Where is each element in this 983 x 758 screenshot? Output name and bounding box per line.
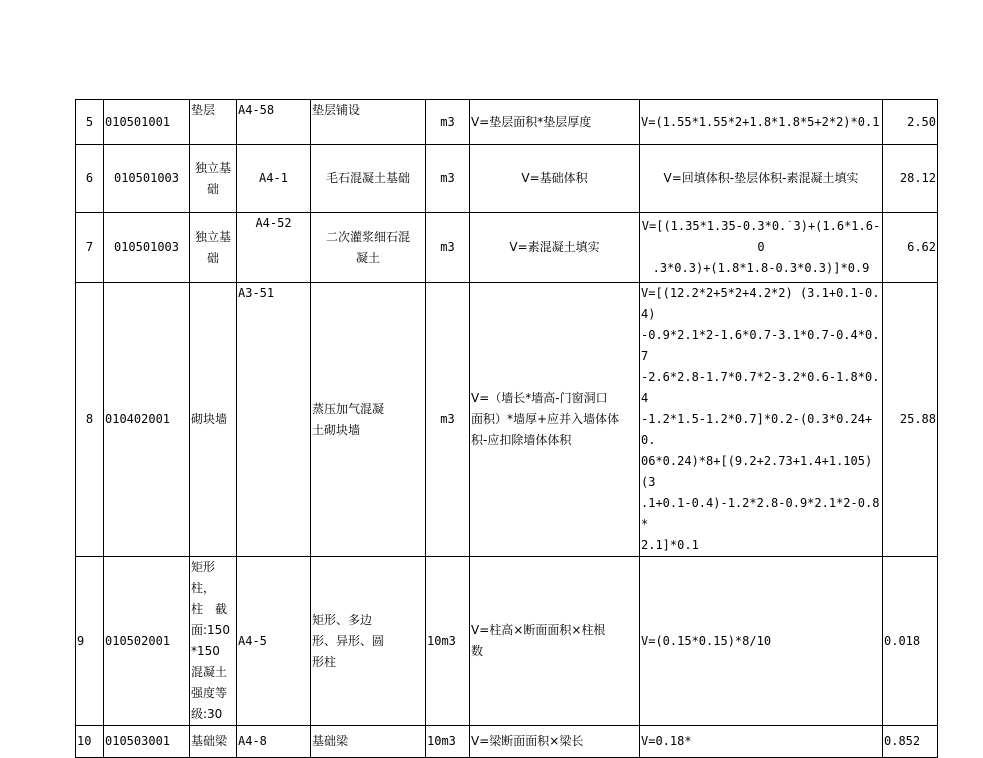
item-name: 砌块墙 xyxy=(190,283,237,557)
quantity: 6.62 xyxy=(883,213,938,283)
item-number: 6 xyxy=(76,145,104,213)
table-row xyxy=(76,100,938,145)
quantity: 2.50 xyxy=(883,100,938,145)
table-row xyxy=(76,213,938,283)
item-name: 基础梁 xyxy=(190,726,237,758)
unit: m3 xyxy=(426,100,470,145)
item-code: 010503001 xyxy=(104,726,190,758)
unit: m3 xyxy=(426,213,470,283)
quantity: 0.018 xyxy=(883,557,938,726)
item-code: 010501001 xyxy=(104,100,190,145)
quantity: 28.12 xyxy=(883,145,938,213)
unit: 10m3 xyxy=(426,557,470,726)
formula: V=(1.55*1.55*2+1.8*1.8*5+2*2)*0.1 xyxy=(640,100,883,145)
work-description: 矩形、多边 形、异形、圆 形柱 xyxy=(311,557,426,726)
calculation-rule: V=（墙长*墙高-门窗洞口 面积）*墙厚+应并入墙体体 积-应扣除墙体体积 xyxy=(470,283,640,557)
unit: 10m3 xyxy=(426,726,470,758)
calculation-rule: V=垫层面积*垫层厚度 xyxy=(470,100,640,145)
quota-number: A4-58 xyxy=(237,100,311,145)
item-number: 9 xyxy=(76,557,104,726)
work-description: 基础梁 xyxy=(311,726,426,758)
item-name: 矩形柱， 柱 截 面:150 *150 混凝土 强度等 级:30 xyxy=(190,557,237,726)
formula: V=回填体积-垫层体积-素混凝土填实 xyxy=(640,145,883,213)
item-name: 独立基 础 xyxy=(190,145,237,213)
unit: m3 xyxy=(426,283,470,557)
work-description: 垫层铺设 xyxy=(311,100,426,145)
table-row xyxy=(76,145,938,213)
item-name: 垫层 xyxy=(190,100,237,145)
formula: V=(0.15*0.15)*8/10 xyxy=(640,557,883,726)
quota-number: A4-52 xyxy=(237,213,311,283)
calculation-rule: V=基础体积 xyxy=(470,145,640,213)
work-description: 毛石混凝土基础 xyxy=(311,145,426,213)
formula: V=0.18* xyxy=(640,726,883,758)
calculation-rule: V=柱高×断面面积×柱根 数 xyxy=(470,557,640,726)
calculation-rule: V=素混凝土填实 xyxy=(470,213,640,283)
quota-number: A4-8 xyxy=(237,726,311,758)
item-number: 5 xyxy=(76,100,104,145)
quantity: 25.88 xyxy=(883,283,938,557)
quantity: 0.852 xyxy=(883,726,938,758)
work-description: 蒸压加气混凝 土砌块墙 xyxy=(311,283,426,557)
table-row xyxy=(76,283,938,557)
unit: m3 xyxy=(426,145,470,213)
item-number: 8 xyxy=(76,283,104,557)
quota-number: A3-51 xyxy=(237,283,311,557)
table-row xyxy=(76,557,938,726)
quota-number: A4-5 xyxy=(237,557,311,726)
item-code: 010501003 xyxy=(104,213,190,283)
item-number: 10 xyxy=(76,726,104,758)
quantity-table xyxy=(75,99,938,758)
formula: V=[(12.2*2+5*2+4.2*2) (3.1+0.1-0.4) -0.9*2.1*2-1.6*0.7-3.1*0.7-0.4*0.7 -2.6*2.8-1.7*0.7*2-3.2*0.6-1.8*0.4 -1.2*1.5-1.2*0.7]*0.2-(0.3*0.24+0. 06*0.24)*8+[(9.2+2.73+1.4+1.105)(3 .1+0.1-0.4)-1.2*2.8-0.9*2.1*2-0.8* 2.1]*0.1 xyxy=(640,283,883,557)
work-description: 二次灌浆细石混 凝土 xyxy=(311,213,426,283)
item-code: 010501003 xyxy=(104,145,190,213)
table-row xyxy=(76,726,938,758)
item-number: 7 xyxy=(76,213,104,283)
formula: V=[(1.35*1.35-0.3*0.˙3)+(1.6*1.6-0 .3*0.3)+(1.8*1.8-0.3*0.3)]*0.9 xyxy=(640,213,883,283)
calculation-rule: V=梁断面面积×梁长 xyxy=(470,726,640,758)
item-code: 010502001 xyxy=(104,557,190,726)
item-name: 独立基 础 xyxy=(190,213,237,283)
quota-number: A4-1 xyxy=(237,145,311,213)
item-code: 010402001 xyxy=(104,283,190,557)
